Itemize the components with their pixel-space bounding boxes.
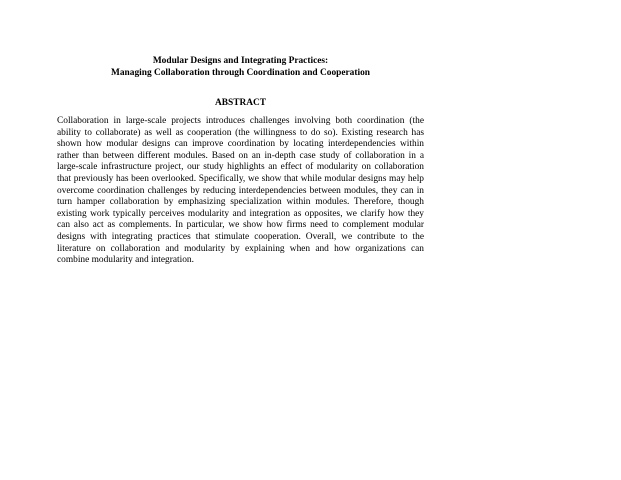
abstract-body: Collaboration in large-scale projects introduces challenges involving both coordination (the ability to collaborate) as well as cooperation (the willingness to do so). Existing research has shown how modular designs can improve coordination by locating interdependencies within rather than between different modules. Based on an in-depth case study of collaboration in a large-scale infrastructure project, our study highlights an effect of modularity on collaboration that previously has been overlooked. Specifically, we show that while modular designs may help overcome coordination challenges by reducing interdependencies between modules, they can in turn hamper collaboration by emphasizing specialization within modules. Therefore, though existing work typically perceives modularity and integration as opposites, we clarify how they can also act as complements. In particular, we show how firms need to complement modular designs with integrating practices that stimulate cooperation. Overall, we contribute to the literature on collaboration and modularity by explaining when and how organizations can combine modularity and integration. (57, 116, 424, 266)
abstract-heading: ABSTRACT (214, 98, 267, 108)
paper-title-line-1: Modular Designs and Integrating Practices: (152, 56, 329, 66)
paper-title-line-2: Managing Collaboration through Coordination and Cooperation (111, 68, 370, 78)
paper-title (57, 55, 424, 79)
